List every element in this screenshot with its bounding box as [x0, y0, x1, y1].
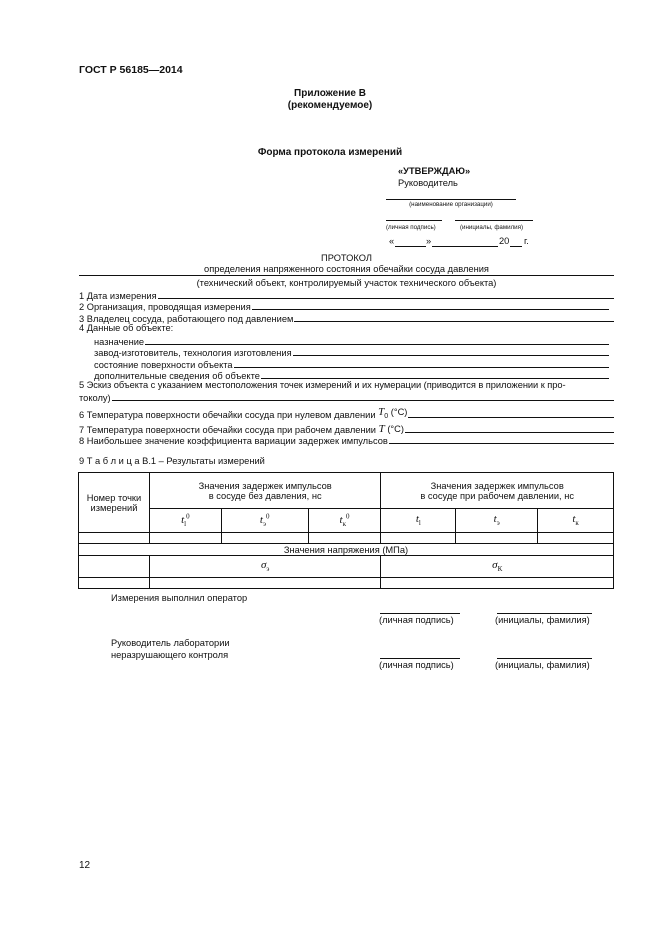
- temp-unit: (°С): [390, 407, 408, 418]
- operator-signature-caption: (личная подпись): [379, 615, 454, 625]
- page-number: 12: [79, 860, 91, 871]
- protocol-subject: определения напряженного состояния обечайки сосуда давления: [204, 264, 489, 274]
- stress-header: Значения напряжения (МПа): [79, 544, 614, 556]
- fill-line: [145, 344, 609, 345]
- operator-signature-line[interactable]: [380, 613, 460, 614]
- standard-code: ГОСТ Р 56185—2014: [79, 64, 183, 76]
- field-sketch[interactable]: [79, 391, 614, 403]
- field-label: назначение: [94, 337, 145, 347]
- table-row: [79, 533, 614, 544]
- field-organization[interactable]: [79, 300, 609, 312]
- table-cell[interactable]: [308, 533, 381, 544]
- temp-unit: (°С): [387, 424, 404, 434]
- symbol-te: [456, 509, 538, 533]
- approval-signature-line: [386, 220, 442, 221]
- field-label: состояние поверхности объекта: [94, 360, 233, 370]
- table-cell[interactable]: [456, 533, 538, 544]
- header-no-pressure-line1: Значения задержек импульсов: [198, 480, 332, 491]
- header-point-line2: измерений: [90, 502, 138, 513]
- fill-line: [293, 355, 609, 356]
- object-data-heading: 4 Данные об объекте:: [79, 323, 174, 333]
- protocol-title: ПРОТОКОЛ: [321, 253, 372, 263]
- table-cell: [79, 556, 150, 578]
- field-temp-zero-pressure[interactable]: [79, 406, 614, 420]
- date-day-line: [395, 246, 426, 247]
- sym-sup: 0: [186, 512, 190, 521]
- temp-zero-symbol: [376, 406, 408, 420]
- field-sketch-line1: 5 Эскиз объекта с указанием местоположения точек измерений и их нумерации (приводится в приложении к про-: [79, 380, 566, 390]
- approver-role: Руководитель: [398, 178, 458, 188]
- date-year-line: [510, 246, 522, 247]
- table-symbol-row: [79, 509, 614, 533]
- table-cell[interactable]: [79, 578, 150, 589]
- temp-index: 0: [384, 413, 389, 420]
- approve-label: «УТВЕРЖДАЮ»: [398, 166, 471, 176]
- lab-head-signature-caption: (личная подпись): [379, 660, 454, 670]
- symbol-tk: [538, 509, 614, 533]
- table-cell[interactable]: [221, 533, 308, 544]
- header-no-pressure-line2: в сосуде без давления, нс: [208, 490, 322, 501]
- fill-line: [112, 400, 614, 401]
- table-cell[interactable]: [538, 533, 614, 544]
- symbol-sigma-k: [381, 556, 614, 578]
- field-label: токолу): [79, 393, 111, 403]
- stress-symbol-row: [79, 556, 614, 578]
- table-caption-number: 9 Т а б л и ц а В.1: [79, 456, 157, 466]
- sym-index: l: [184, 520, 187, 529]
- fill-line: [261, 378, 609, 379]
- sym-t: t: [339, 514, 343, 527]
- table-cell[interactable]: [149, 533, 221, 544]
- field-label: 2 Организация, проводящая измерения: [79, 302, 251, 312]
- organization-caption: (наименование организации): [409, 201, 493, 208]
- sym-sigma: σ: [260, 559, 267, 572]
- approval-signature-caption: (личная подпись): [386, 224, 436, 231]
- field-temp-work-pressure[interactable]: [79, 421, 614, 435]
- symbol-te0: [221, 509, 308, 533]
- fill-line: [408, 417, 614, 418]
- header-no-pressure: [149, 473, 381, 509]
- symbol-tl0: [149, 509, 221, 533]
- sym-t: t: [415, 513, 419, 526]
- field-label: завод-изготовитель, технология изготовления: [94, 348, 292, 358]
- appendix-title: Приложение В: [294, 88, 366, 99]
- sym-index: э: [266, 565, 270, 574]
- sym-index: к: [575, 519, 579, 528]
- sym-sigma: σ: [492, 559, 498, 572]
- sym-index: к: [342, 520, 346, 529]
- header-point-number: [79, 473, 150, 533]
- date-month-line: [432, 246, 498, 247]
- table-header-row: [79, 473, 614, 509]
- operator-initials-line[interactable]: [497, 613, 592, 614]
- lab-head-line2: неразрушающего контроля: [111, 650, 229, 660]
- approval-initials-line: [455, 220, 533, 221]
- temp-symbol: T: [378, 406, 385, 419]
- field-label: дополнительные сведения об объекте: [94, 371, 260, 381]
- temp-symbol: T: [378, 423, 385, 435]
- field-label: 8 Наибольшее значение коэффициента вариации задержек импульсов: [79, 436, 388, 446]
- stress-header-row: [79, 544, 614, 556]
- header-point-line1: Номер точки: [86, 492, 142, 503]
- header-work-pressure: [381, 473, 614, 509]
- sym-index: э: [496, 519, 500, 528]
- fill-line: [405, 432, 614, 433]
- table-cell[interactable]: [381, 578, 614, 589]
- table-cell[interactable]: [149, 578, 381, 589]
- header-work-pressure-line1: Значения задержек импульсов: [430, 480, 564, 491]
- symbol-sigma-e: [149, 556, 381, 578]
- table-caption-text: – Результаты измерений: [156, 456, 265, 466]
- field-manufacturer[interactable]: [94, 346, 609, 358]
- protocol-object-line: [79, 275, 614, 276]
- sym-t: t: [181, 514, 185, 527]
- lab-head-initials-caption: (инициалы, фамилия): [495, 660, 590, 670]
- lab-head-signature-line[interactable]: [380, 658, 460, 659]
- table-cell[interactable]: [79, 533, 150, 544]
- sym-t: t: [493, 513, 497, 526]
- table-cell[interactable]: [381, 533, 456, 544]
- approval-initials-caption: (инициалы, фамилия): [460, 224, 524, 231]
- approval-date-mid: »: [426, 236, 432, 246]
- field-variation-coefficient[interactable]: [79, 434, 614, 446]
- fill-line: [234, 367, 609, 368]
- operator-initials-caption: (инициалы, фамилия): [495, 615, 590, 625]
- sym-sup: 0: [346, 512, 350, 521]
- field-label: 6 Температура поверхности обечайки сосуда при нулевом давлении: [79, 410, 376, 420]
- operator-label: Измерения выполнил оператор: [111, 593, 248, 603]
- symbol-tk0: [308, 509, 381, 533]
- approval-date-open: «: [389, 236, 395, 246]
- sym-t: t: [259, 514, 263, 527]
- header-work-pressure-line2: в сосуде при рабочем давлении, нс: [420, 490, 575, 501]
- sym-t: t: [572, 513, 576, 526]
- form-title: Форма протокола измерений: [257, 147, 403, 158]
- symbol-tl: [381, 509, 456, 533]
- field-label: 3 Владелец сосуда, работающего под давлением: [79, 314, 294, 324]
- appendix-subtitle: (рекомендуемое): [287, 100, 373, 111]
- organization-line: [386, 199, 516, 200]
- fill-line: [389, 443, 614, 444]
- approval-date-tail: г.: [524, 236, 529, 246]
- sym-sup: 0: [265, 512, 270, 521]
- fill-line: [294, 321, 614, 322]
- table-caption: [79, 456, 265, 466]
- lab-head-initials-line[interactable]: [497, 658, 592, 659]
- protocol-object-caption: (технический объект, контролируемый участок технического объекта): [196, 278, 497, 288]
- sym-index: К: [497, 565, 503, 574]
- field-label: 1 Дата измерения: [79, 291, 157, 301]
- lab-head-line1: Руководитель лаборатории: [111, 638, 230, 648]
- sym-index: э: [262, 520, 266, 529]
- approval-year: 20: [499, 236, 510, 246]
- results-table: [78, 472, 614, 589]
- fill-line: [252, 309, 609, 310]
- fill-line: [158, 298, 614, 299]
- table-row: [79, 578, 614, 589]
- sym-index: l: [418, 519, 421, 528]
- field-label: 7 Температура поверхности обечайки сосуда при рабочем давлении: [79, 425, 376, 435]
